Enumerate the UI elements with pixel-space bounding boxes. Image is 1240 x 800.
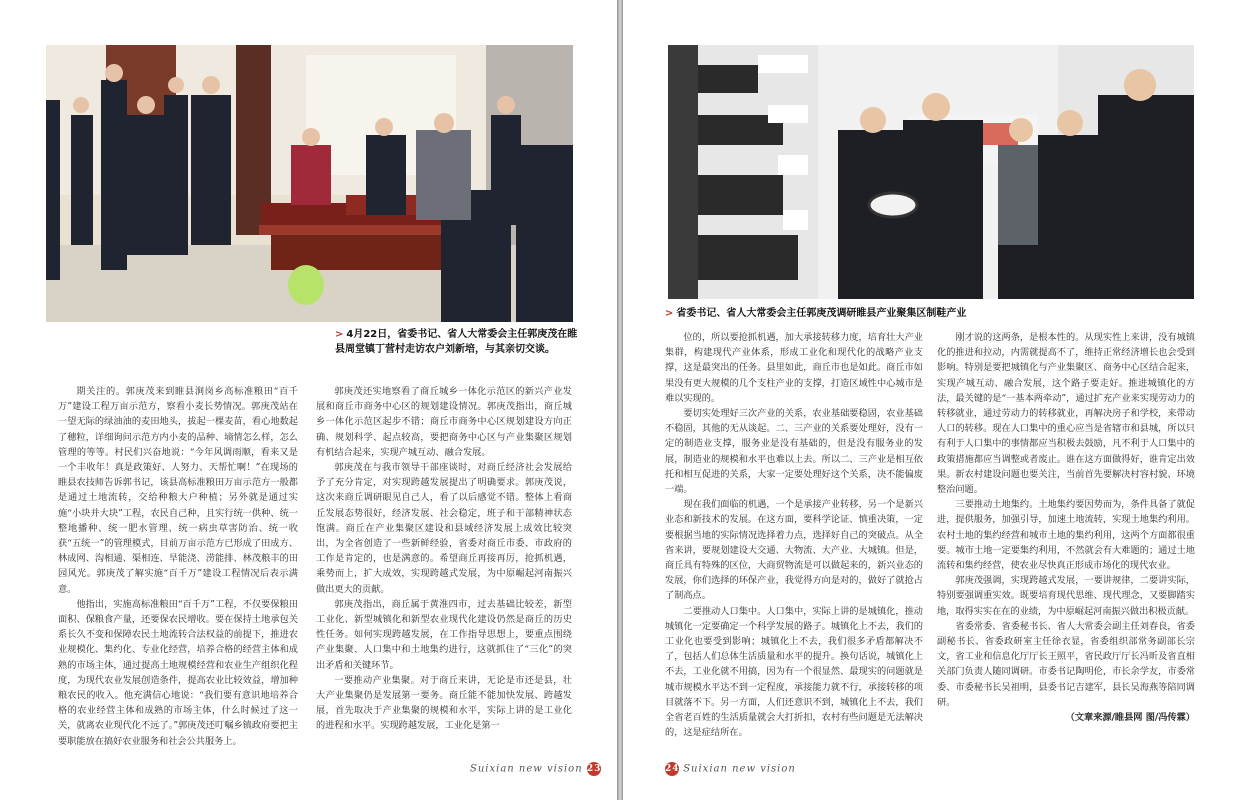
caption-text: 4月22日，省委书记、省人大常委会主任郭庚茂在睢县周堂镇丁营村走访农户刘新培，与其亲切交谈。 [335,329,578,355]
photo-caption [665,306,1205,321]
caption-arrow-icon: > [665,308,674,319]
paragraph: 郭庚茂在与我市领导干部座谈时，对商丘经济社会发展给予了充分肯定，对实现跨越发展提出了明确要求。郭庚茂说，这次来商丘调研眼见自己人，看了以后感觉不错。整体上看商丘发展态势很好，经济发展、社会稳定，班子和干部精神状态饱满。商丘在产业集聚区建设和县域经济发展上成效比较突出，为全省创造了一些新鲜经验，省委对商丘市委、市政府的工作是肯定的，也是满意的。希望商丘再接再厉，抢抓机遇，乘势而上，扩大成效，实现跨越式发展，为中原崛起河南振兴做出更大的贡献。 [316,462,572,595]
paragraph: 一要推动产业集聚。对于商丘来讲，无论是市还是县，壮大产业集聚仍是发展第一要务。商丘能不能加快发展、跨越发展，首先取决于产业集聚的规模和水平，实际上讲的是工业化的进程和水平。实现跨越发展，工业化是第一 [316,674,572,732]
shoe-industry-photo [668,45,1194,299]
paragraph: 省委常委、省委秘书长、省人大常委会副主任刘春良，省委副秘书长、省委政研室主任徐衣显，省委组织部常务副部长宗文，省工业和信息化厅厅长王照平，省民政厅厅长冯昕及省直相关部门负责人随同调研。市委书记陶明伦，市长余学友，市委常委、市委秘书长吴祖明，县委书记吉建军，县长吴海燕等陪同调研。 [937,620,1195,708]
paragraph: 三要推动土地集约。土地集约要因势而为，条件具备了就促进，提供服务，加强引导，加速土地流转，实现土地集约利用。农村土地的集约经营和城市土地的集约利用，这两个方面都很重要。城市土地一定要集约利用，不然就会有大难题的；通过土地流转和集约经营，使农业尽快真正形成市场化的现代农业。 [937,499,1195,572]
paragraph: 他指出，实施高标准粮田“百千万”工程，不仅要保粮田面积、保粮食产量，还要保农民增收。要在保持土地承包关系长久不变和保障农民土地流转合法权益的前提下，推进农业规模化、集约化、专业化经营，培养合格的经营主体和成熟的市场主体，通过提高土地规模经营和农业生产组织化程度，为现代农业发展创造条件，提高农业比较效益，增加种粮农民的收入。他充满信心地说：“我们要有意识地培养合格的农业经营主体和成熟的市场主体，什么时候过了这一关，就离农业现代化不远了。”郭庚茂还叮嘱乡镇政府要把主要职能放在搞好农业服务和社会公共服务上。 [58,598,298,747]
footer-text: Suixian new vision [683,763,796,775]
paragraph: 要切实处理好三次产业的关系，农业基础要稳固，农业基础不稳固，其他的无从谈起。二、三产业的关系要处理好，没有一定的制造业支撑，服务业是没有基础的，但是没有服务业的发展，制造业的规模和水平也难以上去。所以二、三产业是相互依托和相互促进的关系，大家一定要处理好这个关系，决不能偏废一端。 [665,408,923,496]
paragraph: 现在我们面临的机遇，一个是承接产业转移，另一个是新兴业态和新技术的发展。在这方面，要科学论证、慎重决策，一定要根据当地的实际情况选择着力点，选择好自己的突破点。从全省来讲，要规划建设大交通、大物流、大产业、大城镇。但是，商丘具有特殊的区位，大商贸物流是可以做起来的，新兴业态的发展，你们选择的环保产业，我觉得方向是对的，做好了就抢占了制高点。 [665,499,923,602]
left-page [0,0,617,800]
page-footer [470,762,601,776]
right-page [623,0,1240,800]
article-column-2 [316,384,572,756]
paragraph: 郭庚茂指出，商丘属于黄淮四市，过去基础比较差，新型工业化、新型城镇化和新型农业现代化建设仍然是商丘的历史性任务。如何实现跨越发展，在工作指导思想上，要重点围绕产业集聚、人口集中和土地集约进行，这就抓住了“三化”的突出矛盾和关键环节。 [316,598,572,671]
article-credit: （文章来源/睢县网 图/冯传霖） [1065,712,1195,724]
paragraph: 期关注的。郭庚茂来到睢县涧岗乡高标准粮田“百千万”建设工程万亩示范方，察看小麦长势情况。郭庚茂站在一望无际的绿油油的麦田地头，拔起一棵麦苗，看心地数起了穗粒，详细询问示范方内小麦的品种、墒情怎么样，怎么管理的等等。村民们兴奋地说：“今年风调雨顺，看来又是一个丰收年！真是政策好、人努力、天帮忙啊！”在现场的睢县农技师告诉郭书记，该县高标准粮田万亩示范方一般都是通过土地流转，交给种粮大户种植；另外就是通过实施“小块并大块”工程，农民自己种，且实行统一供种、统一整地播种、统一肥水管理、统一病虫草害防治、统一收获“五统一”的管理模式，目前万亩示范方已形成了田成方、林成网、沟相通、渠相连、旱能浇、涝能排、林茂粮丰的田园风光。郭庚茂了解实施“百千万”建设工程情况后表示满意。 [58,386,298,595]
credit-line [937,710,1195,725]
photo-caption [335,327,585,357]
paragraph: 郭庚茂强调，实现跨越式发展，一要讲规律，二要讲实际，特别要强调重实效。既要培育现代思维、现代理念，又要脚踏实地，取得实实在在的业绩，为中原崛起河南振兴做出积极贡献。 [937,575,1195,617]
caption-arrow-icon: > [335,329,344,340]
page-footer [665,762,796,776]
paragraph: 刚才说的这两条，是根本性的。从现实性上来讲，没有城镇化的推进和拉动，内需就提高不了，维持正常经济增长也会受到影响。特别是要把城镇化与产业集聚区、商务中心区结合起来，实现产城互动、融合发展，这个路子要走好。推进城镇化的方法，最关键的是“一基本两牵动”，通过扩充产业来实现劳动力的转移就业，通过劳动力的转移就业，再解决房子和学校，来带动人口的转移。现在人口集中的重心应当是省辖市和县城，所以只有利于人口集中的事情都应当积极去鼓励，凡不利于人口集中的政策措施都应当调整或者废止。谁在这方面做得好，谁肯定出效果。新农村建设问题也要关注，当前首先要解决村容村貌、环境整治问题。 [937,332,1195,496]
paragraph: 郭庚茂还实地察看了商丘城乡一体化示范区的新兴产业发展和商丘市商务中心区的规划建设情况。郭庚茂指出，商丘城乡一体化示范区起步不错；商丘市商务中心区规划建设方向正确、规划科学、起点较高，要把商务中心区与产业集聚区规划有机结合起来，实现产城互动、融合发展。 [316,386,572,458]
paragraph: 位的，所以要抢抓机遇，加大承接转移力度，培育壮大产业集群，构建现代产业体系，形成工业化和现代化的战略产业支撑，这是最突出的任务。县里如此，商丘市也是如此。商丘市如果没有更大规模的几个支柱产业的支撑，打造区域性中心城市是难以实现的。 [665,332,923,404]
article-column-1 [665,330,923,756]
farmer-visit-photo [46,45,573,322]
page-number: 23 [586,764,602,774]
footer-text: Suixian new vision [470,763,583,775]
paragraph: 二要推动人口集中。人口集中，实际上讲的是城镇化，推动城镇化一定要确定一个科学发展的路子。城镇化上不去，我们的工业化也要受到影响；城镇化上不去，我们很多矛盾都解决不了，包括人们总体生活质量和水平的提升。换句话说，城镇化上不去，工业化就不用搞，因为有一个很显然、最现实的问题就是城市规模水平达不到一定程度，承接能力就不行，承接转移的项目就落不下。另一方面，人们还意识不到，城镇化上不去，我们全省老百姓的生活质量就会大打折扣，农村有些问题是无法解决的，这是症结所在。 [665,605,923,739]
page-number: 24 [665,764,680,774]
caption-text: 省委书记、省人大常委会主任郭庚茂调研睢县产业聚集区制鞋产业 [676,308,967,319]
article-column-1 [58,384,298,756]
article-column-2 [937,330,1195,756]
